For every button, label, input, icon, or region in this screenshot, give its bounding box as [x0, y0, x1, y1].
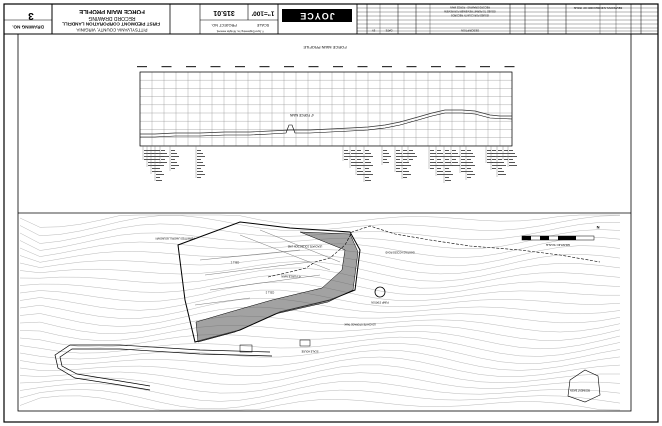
annotation-text-stroke — [437, 156, 445, 157]
revisions-by-label: BY — [371, 28, 376, 32]
station-tick-mark — [407, 66, 417, 67]
annotation-text-stroke — [452, 150, 456, 151]
station-tick-mark — [235, 66, 245, 67]
station-tick-mark — [186, 66, 196, 67]
annotation-text-stroke — [383, 162, 389, 163]
annotation-text-stroke — [197, 177, 201, 178]
plan-label-boundary: PERMITTED LANDFILL BOUNDARY — [155, 236, 195, 240]
annotation-text-stroke — [445, 168, 449, 169]
project-name: FIRST PIEDMONT CORPORATION LANDFILL — [62, 21, 160, 27]
annotation-text-stroke — [498, 159, 502, 160]
annotation-text-stroke — [365, 153, 371, 154]
project-number: 315.01 — [213, 9, 235, 16]
annotation-text-stroke — [156, 168, 160, 169]
annotation-text-stroke — [409, 159, 413, 160]
station-tick-mark — [211, 66, 221, 67]
annotation-text-stroke — [357, 174, 365, 175]
annotation-text-stroke — [171, 168, 175, 169]
annotation-text-stroke — [396, 150, 400, 151]
plan-label-scale-house: SCALE HOUSE — [301, 349, 319, 353]
annotation-text-stroke — [445, 180, 451, 181]
annotation-text-stroke — [396, 153, 402, 154]
annotation-text-stroke — [357, 171, 363, 172]
sheet-title: FORCE MAIN PROFILE — [79, 8, 145, 14]
copyright-note: © Joyce Engineering, Inc. All rights reserved. — [216, 29, 264, 33]
annotation-text-stroke — [161, 153, 167, 154]
annotation-text-stroke — [197, 153, 203, 154]
revision-row-2: ISSUED TO PERMIT REVIEWER FOR REVIEW — [444, 9, 496, 13]
annotation-text-stroke — [430, 150, 434, 151]
annotation-text-stroke — [383, 156, 391, 157]
annotation-text-stroke — [445, 153, 451, 154]
annotation-text-stroke — [357, 168, 361, 169]
annotation-text-stroke — [403, 162, 409, 163]
annotation-text-stroke — [430, 162, 436, 163]
annotation-text-stroke — [437, 174, 445, 175]
station-tick-mark — [480, 66, 490, 67]
annotation-text-stroke — [445, 150, 449, 151]
annotation-text-stroke — [344, 153, 350, 154]
annotation-text-stroke — [445, 156, 453, 157]
annotation-text-stroke — [171, 153, 177, 154]
annotation-text-stroke — [467, 174, 475, 175]
annotation-text-stroke — [467, 171, 473, 172]
annotation-text-stroke — [152, 159, 156, 160]
annotation-text-stroke — [171, 162, 177, 163]
plan-label-access-road: EXISTING ACCESS ROAD — [385, 250, 415, 254]
station-tick-mark — [162, 66, 172, 67]
annotation-text-stroke — [156, 177, 160, 178]
annotation-text-stroke — [461, 159, 465, 160]
revision-row-1: RECORD DRAWING - FORCE MAIN — [450, 5, 490, 9]
annotation-text-stroke — [383, 159, 387, 160]
annotation-text-stroke — [430, 153, 436, 154]
annotation-text-stroke — [445, 165, 453, 166]
annotation-text-stroke — [430, 156, 438, 157]
annotation-text-stroke — [467, 159, 471, 160]
annotation-text-stroke — [344, 156, 352, 157]
annotation-text-stroke — [365, 156, 373, 157]
annotation-text-stroke — [467, 156, 475, 157]
annotation-text-stroke — [197, 162, 203, 163]
annotation-text-stroke — [148, 150, 152, 151]
annotation-text-stroke — [403, 159, 407, 160]
sheet-subtitle: RECORD DRAWING — [88, 15, 136, 21]
annotation-text-stroke — [498, 162, 504, 163]
graphic-scale — [522, 236, 594, 240]
annotation-text-stroke — [409, 150, 413, 151]
plan-label-pump-station: PUMP STATION — [371, 300, 389, 304]
annotation-text-stroke — [509, 156, 517, 157]
annotation-text-stroke — [498, 168, 502, 169]
annotation-text-stroke — [171, 156, 179, 157]
annotation-text-stroke — [504, 159, 508, 160]
annotation-text-stroke — [445, 177, 449, 178]
annotation-text-stroke — [156, 171, 162, 172]
annotation-text-stroke — [452, 165, 460, 166]
annotation-text-stroke — [197, 165, 205, 166]
annotation-text-stroke — [467, 168, 471, 169]
annotation-text-stroke — [403, 165, 411, 166]
annotation-text-stroke — [498, 165, 506, 166]
annotation-text-stroke — [357, 165, 365, 166]
annotation-text-stroke — [461, 168, 465, 169]
scale-label: SCALE — [256, 22, 270, 27]
annotation-text-stroke — [383, 153, 389, 154]
station-tick-mark — [137, 66, 147, 67]
annotation-text-stroke — [509, 150, 513, 151]
station-tick-mark — [505, 66, 515, 67]
plan-label-cell-2: CELL 2 — [265, 290, 275, 294]
annotation-text-stroke — [452, 162, 458, 163]
station-tick-mark — [284, 66, 294, 67]
annotation-text-stroke — [452, 159, 456, 160]
plan-label-sediment-basin: SEDIMENT BASIN — [569, 388, 591, 392]
annotation-text-stroke — [403, 174, 411, 175]
annotation-text-stroke — [452, 156, 460, 157]
profile-title: FORCE MAIN PROFILE — [303, 45, 347, 50]
annotation-text-stroke — [357, 162, 363, 163]
annotation-text-stroke — [467, 150, 471, 151]
annotation-text-stroke — [509, 159, 513, 160]
plan-label-cell-1: CELL 1 — [230, 260, 240, 264]
annotation-text-stroke — [437, 159, 441, 160]
annotation-text-stroke — [509, 165, 517, 166]
revisions-description-label: DESCRIPTION — [461, 28, 479, 32]
annotation-text-stroke — [492, 168, 496, 169]
annotation-text-stroke — [161, 150, 165, 151]
annotation-text-stroke — [197, 156, 205, 157]
annotation-text-stroke — [430, 168, 434, 169]
annotation-text-stroke — [197, 168, 201, 169]
annotation-text-stroke — [492, 150, 496, 151]
annotation-text-stroke — [197, 150, 201, 151]
annotation-text-stroke — [351, 150, 355, 151]
annotation-text-stroke — [467, 153, 473, 154]
annotation-text-stroke — [487, 150, 491, 151]
annotation-text-stroke — [409, 153, 415, 154]
annotation-text-stroke — [509, 153, 515, 154]
annotation-text-stroke — [144, 159, 148, 160]
annotation-text-stroke — [197, 174, 205, 175]
station-tick-mark — [456, 66, 466, 67]
drawing-number: 3 — [28, 10, 34, 21]
annotation-text-stroke — [357, 159, 361, 160]
annotation-text-stroke — [487, 159, 491, 160]
annotation-text-stroke — [197, 159, 201, 160]
revisions-date-label: DATE — [385, 28, 393, 32]
annotation-text-stroke — [403, 150, 407, 151]
profile-pipe-label: 4" FORCE MAIN — [290, 113, 314, 118]
annotation-text-stroke — [437, 168, 441, 169]
station-tick-mark — [382, 66, 392, 67]
annotation-text-stroke — [365, 180, 371, 181]
station-tick-mark — [260, 66, 270, 67]
annotation-text-stroke — [171, 150, 175, 151]
annotation-text-stroke — [148, 159, 152, 160]
annotation-text-stroke — [396, 159, 400, 160]
annotation-text-stroke — [509, 162, 515, 163]
north-arrow-label: N — [596, 225, 600, 230]
annotation-text-stroke — [437, 153, 443, 154]
annotation-text-stroke — [161, 156, 169, 157]
annotation-text-stroke — [365, 168, 369, 169]
annotation-text-stroke — [365, 171, 371, 172]
station-tick-mark — [333, 66, 343, 67]
annotation-text-stroke — [396, 156, 404, 157]
annotation-text-stroke — [498, 150, 502, 151]
station-tick-mark — [431, 66, 441, 67]
annotation-text-stroke — [437, 150, 441, 151]
annotation-text-stroke — [445, 159, 449, 160]
station-tick-mark — [309, 66, 319, 67]
annotation-text-stroke — [467, 177, 471, 178]
annotation-text-stroke — [403, 168, 407, 169]
annotation-text-stroke — [365, 165, 373, 166]
project-location: PITTSYLVANIA COUNTY, VIRGINIA — [76, 27, 148, 33]
annotation-text-stroke — [351, 159, 355, 160]
annotation-text-stroke — [365, 177, 369, 178]
annotation-text-stroke — [409, 156, 417, 157]
annotation-text-stroke — [396, 168, 400, 169]
annotation-text-stroke — [467, 165, 475, 166]
annotation-text-stroke — [445, 162, 451, 163]
annotation-text-stroke — [171, 165, 179, 166]
annotation-text-stroke — [365, 159, 369, 160]
revision-row-3: ISSUED FOR COUNTY RECORDS — [451, 13, 489, 17]
revisions-header: REVISIONS AND RECORD OF ISSUE — [573, 5, 623, 10]
annotation-text-stroke — [396, 165, 404, 166]
annotation-text-stroke — [152, 168, 156, 169]
annotation-text-stroke — [344, 159, 348, 160]
annotation-text-stroke — [437, 162, 443, 163]
annotation-text-stroke — [430, 159, 434, 160]
plan-label-leachate-line: LEACHATE COLLECTION LINE — [287, 244, 323, 248]
annotation-text-stroke — [437, 165, 445, 166]
annotation-text-stroke — [365, 150, 369, 151]
plan-label-force-main: 4" FORCE MAIN — [281, 274, 301, 278]
scale-value: 1"=100' — [251, 9, 275, 17]
annotation-text-stroke — [156, 150, 160, 151]
annotation-text-stroke — [357, 153, 363, 154]
annotation-text-stroke — [498, 174, 506, 175]
annotation-text-stroke — [467, 162, 473, 163]
annotation-text-stroke — [357, 150, 361, 151]
annotation-text-stroke — [161, 159, 165, 160]
annotation-text-stroke — [152, 150, 156, 151]
annotation-text-stroke — [197, 171, 203, 172]
annotation-text-stroke — [492, 159, 496, 160]
annotation-text-stroke — [504, 150, 508, 151]
annotation-text-stroke — [365, 162, 371, 163]
annotation-text-stroke — [344, 150, 348, 151]
plan-label-tank: LEACHATE STORAGE TANK — [344, 322, 376, 326]
annotation-text-stroke — [156, 165, 164, 166]
annotation-text-stroke — [171, 159, 175, 160]
annotation-text-stroke — [445, 174, 453, 175]
annotation-text-stroke — [383, 150, 387, 151]
annotation-text-stroke — [396, 171, 402, 172]
company-logo: JOYCE — [299, 11, 335, 21]
annotation-text-stroke — [365, 174, 373, 175]
annotation-text-stroke — [445, 171, 451, 172]
annotation-text-stroke — [452, 153, 458, 154]
plan-scale-label: GRAPHIC SCALE — [545, 243, 571, 247]
annotation-text-stroke — [156, 180, 162, 181]
project-number-label: PROJECT NO. — [211, 22, 237, 27]
annotation-text-stroke — [498, 171, 504, 172]
station-tick-mark — [358, 66, 368, 67]
annotation-text-stroke — [156, 174, 164, 175]
annotation-text-stroke — [437, 171, 443, 172]
annotation-text-stroke — [403, 177, 407, 178]
annotation-text-stroke — [396, 162, 402, 163]
drawing-number-label: DRAWING NO. — [12, 24, 44, 30]
annotation-text-stroke — [144, 150, 148, 151]
annotation-text-stroke — [403, 171, 409, 172]
annotation-text-stroke — [430, 165, 438, 166]
annotation-text-stroke — [161, 162, 167, 163]
annotation-text-stroke — [156, 159, 160, 160]
annotation-text-stroke — [461, 150, 465, 151]
annotation-text-stroke — [357, 156, 365, 157]
